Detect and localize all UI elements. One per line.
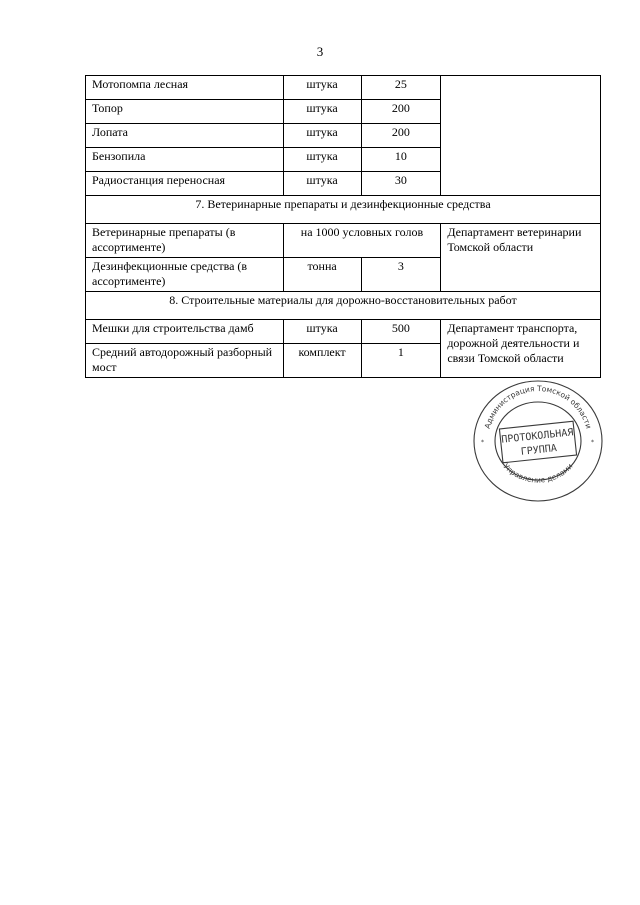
item-unit: штука — [283, 76, 361, 100]
item-unit: штука — [283, 100, 361, 124]
item-unit: комплект — [283, 344, 361, 378]
page-number: 3 — [316, 44, 324, 59]
item-unit: штука — [283, 124, 361, 148]
item-quantity: 3 — [361, 258, 441, 292]
item-quantity: 200 — [361, 100, 441, 124]
responsible-department: Департамент ветеринарии Томской области — [441, 224, 601, 292]
svg-text:Управление делами — [502, 462, 575, 485]
svg-text:*: * — [591, 439, 594, 446]
item-name: Мешки для строительства дамб — [86, 320, 284, 344]
item-name: Ветеринарные препараты (в ассортименте) — [86, 224, 284, 258]
item-unit: штука — [283, 320, 361, 344]
item-name: Лопата — [86, 124, 284, 148]
item-name: Бензопила — [86, 148, 284, 172]
item-name: Радиостанция переносная — [86, 172, 284, 196]
item-unit: на 1000 условных голов — [283, 224, 441, 258]
item-name: Топор — [86, 100, 284, 124]
item-unit: штука — [283, 148, 361, 172]
responsible-department: Департамент транспорта, дорожной деятельности и связи Томской области — [441, 320, 601, 378]
svg-text:*: * — [481, 439, 484, 446]
stamp-center-line-2: ГРУППА — [520, 443, 558, 458]
item-name: Средний автодорожный разборный мост — [86, 344, 284, 378]
section-7-title: 7. Ветеринарные препараты и дезинфекционные средства — [86, 196, 601, 224]
table-row — [86, 76, 601, 100]
item-quantity: 10 — [361, 148, 441, 172]
item-quantity: 200 — [361, 124, 441, 148]
table-row — [86, 320, 601, 344]
item-name: Дезинфекционные средства (в ассортименте) — [86, 258, 284, 292]
item-name: Мотопомпа лесная — [86, 76, 284, 100]
table-row — [86, 224, 601, 258]
stamp-outer-text: Администрация Томской области — [482, 383, 594, 430]
item-unit: штука — [283, 172, 361, 196]
item-quantity: 25 — [361, 76, 441, 100]
responsible-cell-empty — [441, 76, 601, 196]
stamp-seal-icon — [470, 378, 606, 504]
section-header-row — [86, 292, 601, 320]
stamp-center-line-1: ПРОТОКОЛЬНАЯ — [500, 427, 574, 446]
item-unit: тонна — [283, 258, 361, 292]
resources-table — [85, 75, 601, 378]
stamp-bottom-text: Управление делами — [501, 461, 575, 485]
item-quantity: 500 — [361, 320, 441, 344]
section-header-row — [86, 196, 601, 224]
item-quantity: 1 — [361, 344, 441, 378]
item-quantity: 30 — [361, 172, 441, 196]
section-8-title: 8. Строительные материалы для дорожно-восстановительных работ — [86, 292, 601, 320]
